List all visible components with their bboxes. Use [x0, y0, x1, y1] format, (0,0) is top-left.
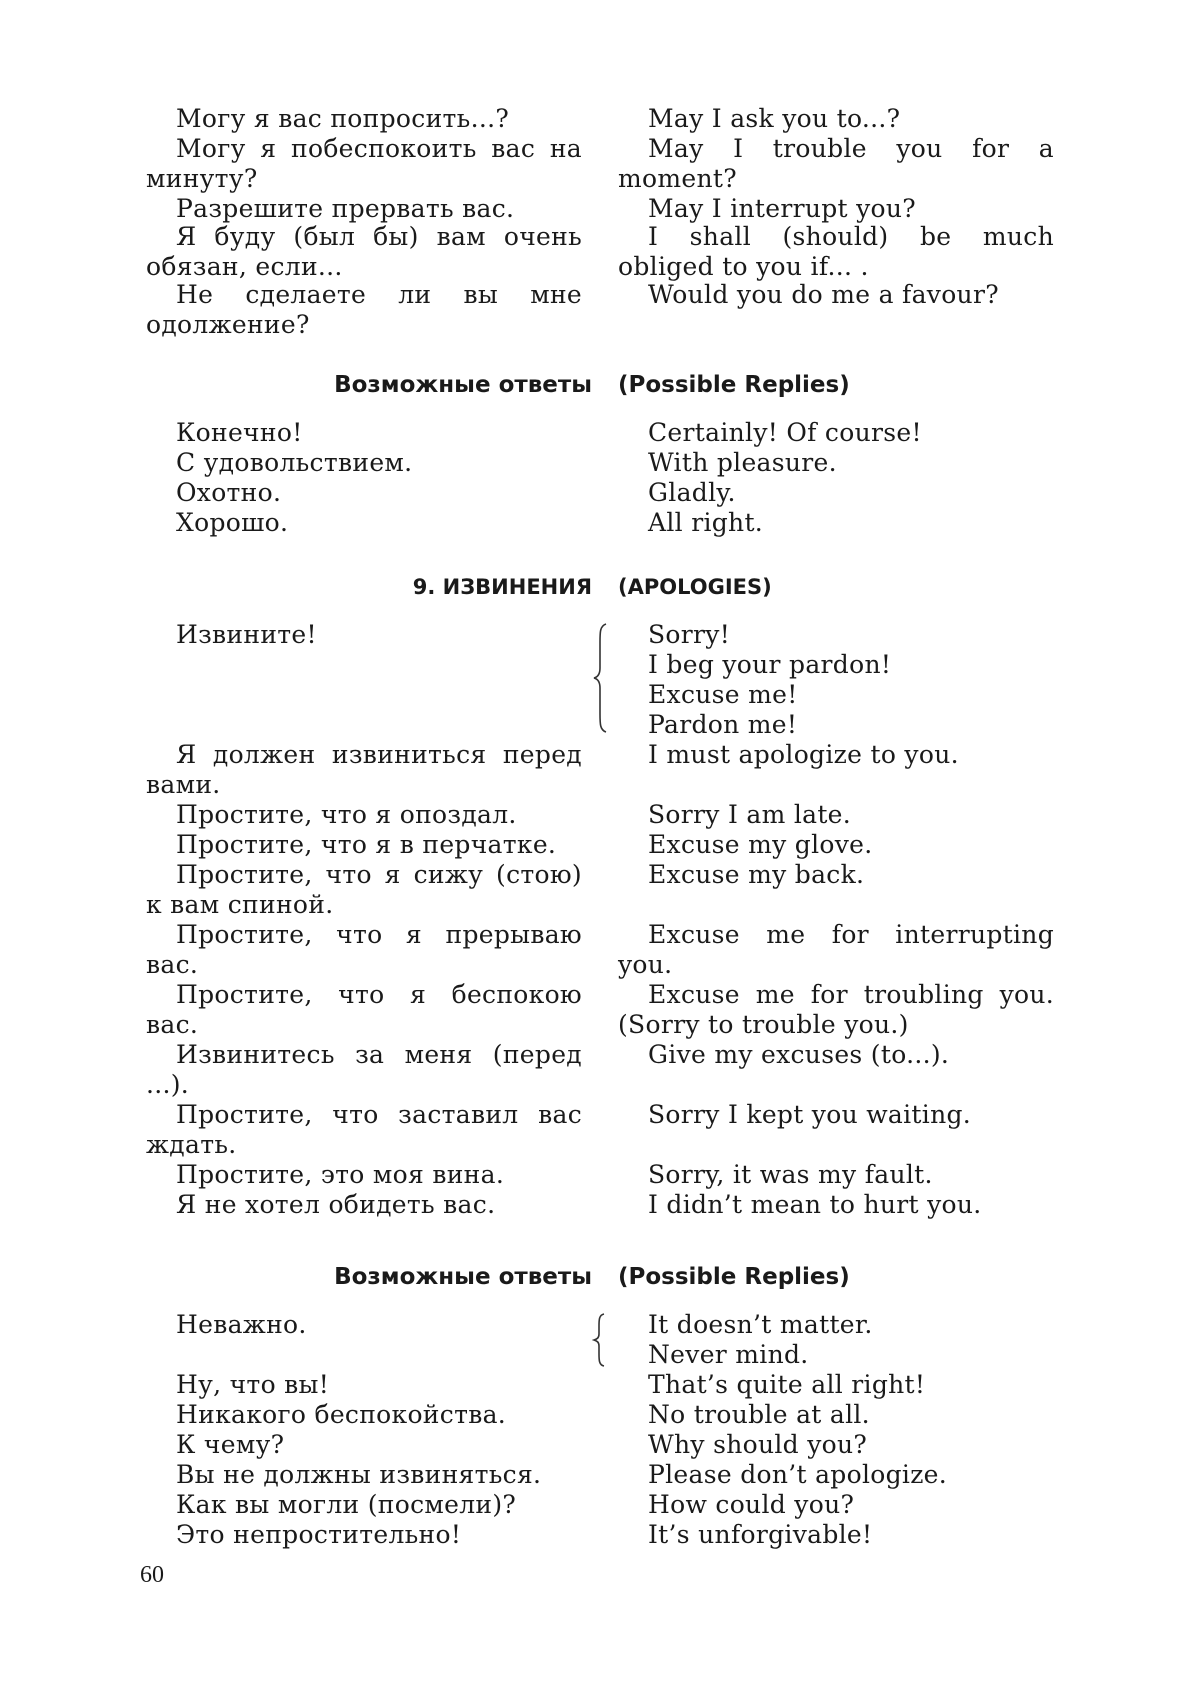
english-phrase: Would you do me a favour?	[648, 280, 999, 309]
russian-phrase: Простите, что заставил вас ждать.	[146, 1100, 582, 1159]
english-phrase: That’s quite all right!	[648, 1370, 926, 1399]
heading-en: (Possible Replies)	[618, 1264, 850, 1290]
russian-phrase: Не сделаете ли вы мне одолжение?	[146, 280, 582, 339]
russian-phrase: Конечно!	[176, 418, 303, 447]
phrase-row	[0, 980, 1190, 1040]
english-phrase: May I ask you to...?	[648, 104, 901, 133]
phrase-row	[0, 508, 1190, 538]
english-phrase: May I trouble you for a moment?	[618, 134, 1054, 193]
english-phrase: Why should you?	[648, 1430, 868, 1459]
russian-phrase: Извините!	[176, 620, 317, 649]
russian-phrase: Простите, что я сижу (стою) к вам спиной.	[146, 860, 582, 919]
english-phrase: Sorry I kept you waiting.	[648, 1100, 972, 1129]
english-phrase: How could you?	[648, 1490, 855, 1519]
english-phrase: Sorry I am late.	[648, 800, 852, 829]
english-phrase: Excuse me!	[648, 680, 798, 709]
russian-phrase: К чему?	[176, 1430, 285, 1459]
russian-phrase: Простите, это моя вина.	[176, 1160, 505, 1189]
english-variants	[618, 1310, 1054, 1370]
russian-phrase: Никакого беспокойства.	[176, 1400, 507, 1429]
replies2-group	[0, 1310, 1190, 1370]
heading-en: (Possible Replies)	[618, 372, 850, 398]
phrase-row	[0, 134, 1190, 194]
phrase-row	[0, 1430, 1190, 1460]
phrase-row	[0, 1160, 1190, 1190]
english-phrase: I must apologize to you.	[648, 740, 959, 769]
russian-phrase: Я буду (был бы) вам очень обязан, если...	[146, 222, 582, 281]
english-phrase: Please don’t apologize.	[648, 1460, 948, 1489]
russian-phrase: Неважно.	[176, 1310, 307, 1339]
phrase-row	[0, 830, 1190, 860]
russian-phrase: Простите, что я беспокою вас.	[146, 980, 582, 1039]
russian-phrase: Вы не должны извиняться.	[176, 1460, 542, 1489]
english-phrase: Sorry, it was my fault.	[648, 1160, 933, 1189]
phrase-row	[0, 1310, 1190, 1370]
heading-en: (APOLOGIES)	[618, 575, 772, 599]
replies-block	[0, 418, 1190, 538]
apologies-block	[0, 740, 1190, 1220]
english-phrase: Excuse me for interrupting you.	[618, 920, 1054, 979]
phrase-row	[0, 920, 1190, 980]
russian-phrase: Ну, что вы!	[176, 1370, 330, 1399]
russian-phrase: Простите, что я прерываю вас.	[146, 920, 582, 979]
english-phrase: Excuse my glove.	[648, 830, 873, 859]
english-phrase: Excuse my back.	[648, 860, 865, 889]
english-phrase: Give my excuses (to...).	[648, 1040, 950, 1069]
phrase-row	[0, 620, 1190, 740]
phrase-row	[0, 1100, 1190, 1160]
russian-phrase: Я не хотел обидеть вас.	[176, 1190, 496, 1219]
english-phrase: No trouble at all.	[648, 1400, 870, 1429]
phrase-row	[0, 740, 1190, 800]
phrase-row	[0, 1370, 1190, 1400]
english-phrase: I beg your pardon!	[648, 650, 892, 679]
english-phrase: Gladly.	[648, 478, 736, 507]
replies2-block	[0, 1370, 1190, 1550]
english-phrase: I shall (should) be much obliged to you if... .	[618, 222, 1054, 281]
english-phrase: Sorry!	[648, 620, 731, 649]
english-phrase: Never mind.	[648, 1340, 809, 1369]
phrase-row	[0, 860, 1190, 920]
english-phrase: It doesn’t matter.	[648, 1310, 873, 1339]
russian-phrase: Хорошо.	[176, 508, 289, 537]
phrase-row	[0, 1490, 1190, 1520]
english-phrase: Pardon me!	[648, 710, 798, 739]
phrase-row	[0, 194, 1190, 222]
russian-phrase: Разрешите прервать вас.	[176, 194, 515, 223]
russian-phrase: Я должен извиниться перед вами.	[146, 740, 582, 799]
russian-phrase: Могу я вас попросить...?	[176, 104, 510, 133]
phrase-row	[0, 280, 1190, 340]
english-phrase: May I interrupt you?	[648, 194, 917, 223]
english-phrase: It’s unforgivable!	[648, 1520, 873, 1549]
phrase-row	[0, 1520, 1190, 1550]
english-phrase: With pleasure.	[648, 448, 837, 477]
phrase-row	[0, 1040, 1190, 1100]
heading-ru: Возможные ответы	[334, 372, 592, 398]
apologies-group	[0, 620, 1190, 740]
phrase-row	[0, 1460, 1190, 1490]
requests-block	[0, 104, 1190, 340]
russian-phrase: С удовольствием.	[176, 448, 413, 477]
page-number: 60	[140, 1562, 164, 1588]
phrase-row	[0, 448, 1190, 478]
heading-ru: 9. ИЗВИНЕНИЯ	[412, 575, 592, 599]
brace-icon	[592, 622, 612, 734]
phrase-row	[0, 1400, 1190, 1430]
phrase-row	[0, 1190, 1190, 1220]
english-variants	[618, 620, 1054, 740]
english-phrase: Certainly! Of course!	[648, 418, 922, 447]
russian-phrase: Это непростительно!	[176, 1520, 462, 1549]
phrase-row	[0, 800, 1190, 830]
phrase-row	[0, 222, 1190, 280]
russian-phrase: Как вы могли (посмели)?	[176, 1490, 517, 1519]
english-phrase: All right.	[648, 508, 764, 537]
brace-icon	[592, 1312, 608, 1368]
phrase-row	[0, 478, 1190, 508]
russian-phrase: Извинитесь за меня (перед ...).	[146, 1040, 582, 1099]
russian-phrase: Могу я побеспокоить вас на минуту?	[146, 134, 582, 193]
russian-phrase: Простите, что я в перчатке.	[176, 830, 557, 859]
phrase-row	[0, 104, 1190, 134]
russian-phrase: Простите, что я опоздал.	[176, 800, 517, 829]
phrase-row	[0, 418, 1190, 448]
english-phrase: I didn’t mean to hurt you.	[648, 1190, 982, 1219]
heading-ru: Возможные ответы	[334, 1264, 592, 1290]
russian-phrase: Охотно.	[176, 478, 282, 507]
english-phrase: Excuse me for troubling you. (Sorry to trouble you.)	[618, 980, 1054, 1039]
